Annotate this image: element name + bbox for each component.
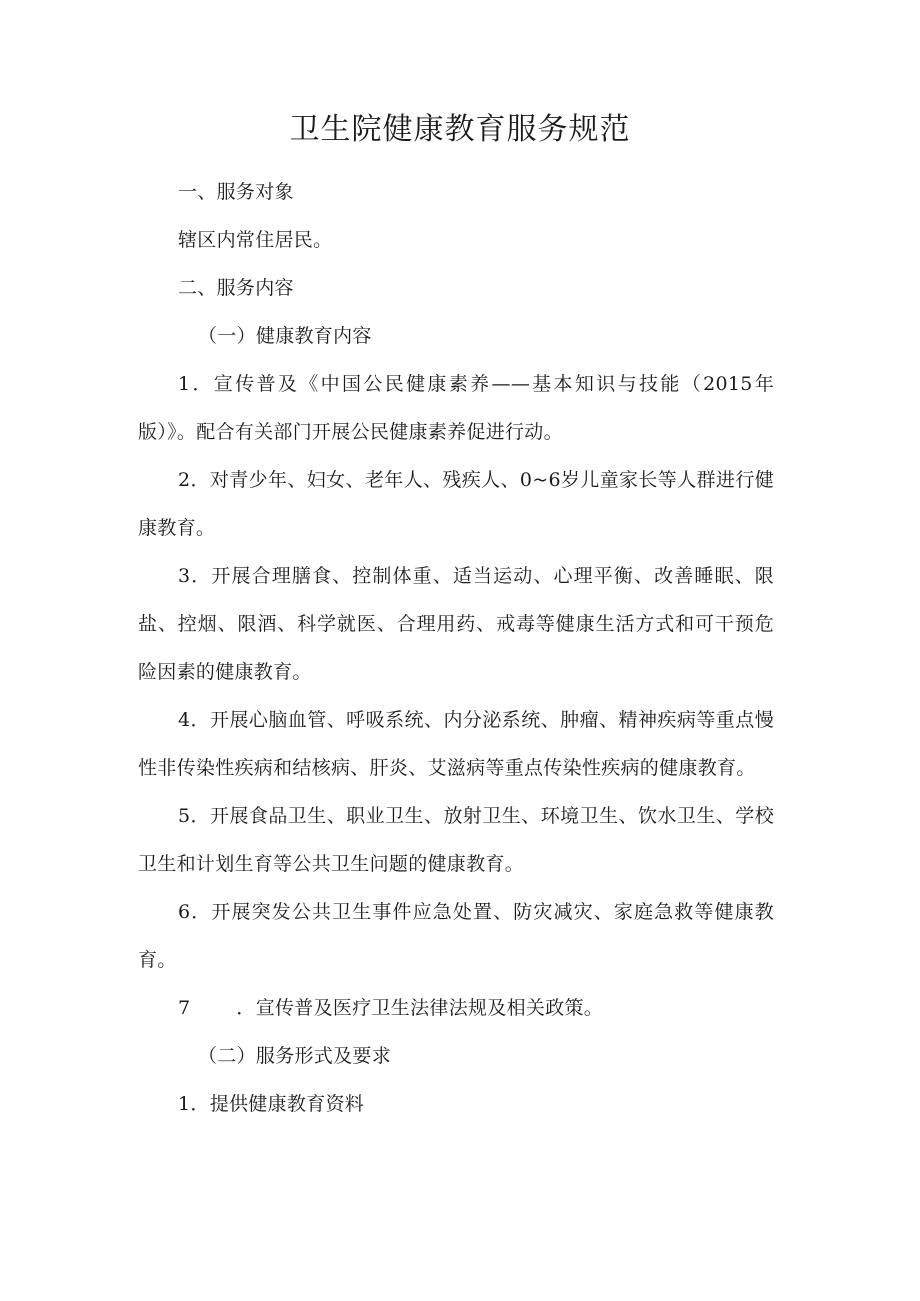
list-item-5: 5．开展食品卫生、职业卫生、放射卫生、环境卫生、饮水卫生、学校卫生和计划生育等公共卫生问题的健康教育。 xyxy=(138,805,774,875)
list-item-1: 1．宣传普及《中国公民健康素养——基本知识与技能（2015年版）》。配合有关部门开展公民健康素养促进行动。 xyxy=(138,373,774,443)
list-item-6: 6．开展突发公共卫生事件应急处置、防灾减灾、家庭急救等健康教育。 xyxy=(138,901,774,971)
list-item-7-number: 7 xyxy=(178,997,191,1019)
document-body xyxy=(138,168,774,1128)
list-item-2: 2．对青少年、妇女、老年人、残疾人、0~6岁儿童家长等人群进行健康教育。 xyxy=(138,469,774,539)
list-item-7-text: ．宣传普及医疗卫生法律法规及相关政策。 xyxy=(236,997,604,1019)
document-title: 卫生院健康教育服务规范 xyxy=(289,112,631,147)
section-heading-service-content: 二、服务内容 xyxy=(178,277,294,299)
subsection-heading-service-form: （二）服务形式及要求 xyxy=(198,1045,392,1067)
list-item-b1: 1．提供健康教育资料 xyxy=(178,1093,365,1115)
list-item-7 xyxy=(138,984,774,1032)
section-heading-service-target: 一、服务对象 xyxy=(178,181,294,203)
service-target-text: 辖区内常住居民。 xyxy=(178,229,333,251)
subsection-heading-education-content: （一）健康教育内容 xyxy=(198,325,372,347)
list-item-4: 4．开展心脑血管、呼吸系统、内分泌系统、肿瘤、精神疾病等重点慢性非传染性疾病和结核病、肝炎、艾滋病等重点传染性疾病的健康教育。 xyxy=(138,709,774,779)
list-item-3: 3．开展合理膳食、控制体重、适当运动、心理平衡、改善睡眠、限盐、控烟、限酒、科学就医、合理用药、戒毒等健康生活方式和可干预危险因素的健康教育。 xyxy=(138,565,774,683)
